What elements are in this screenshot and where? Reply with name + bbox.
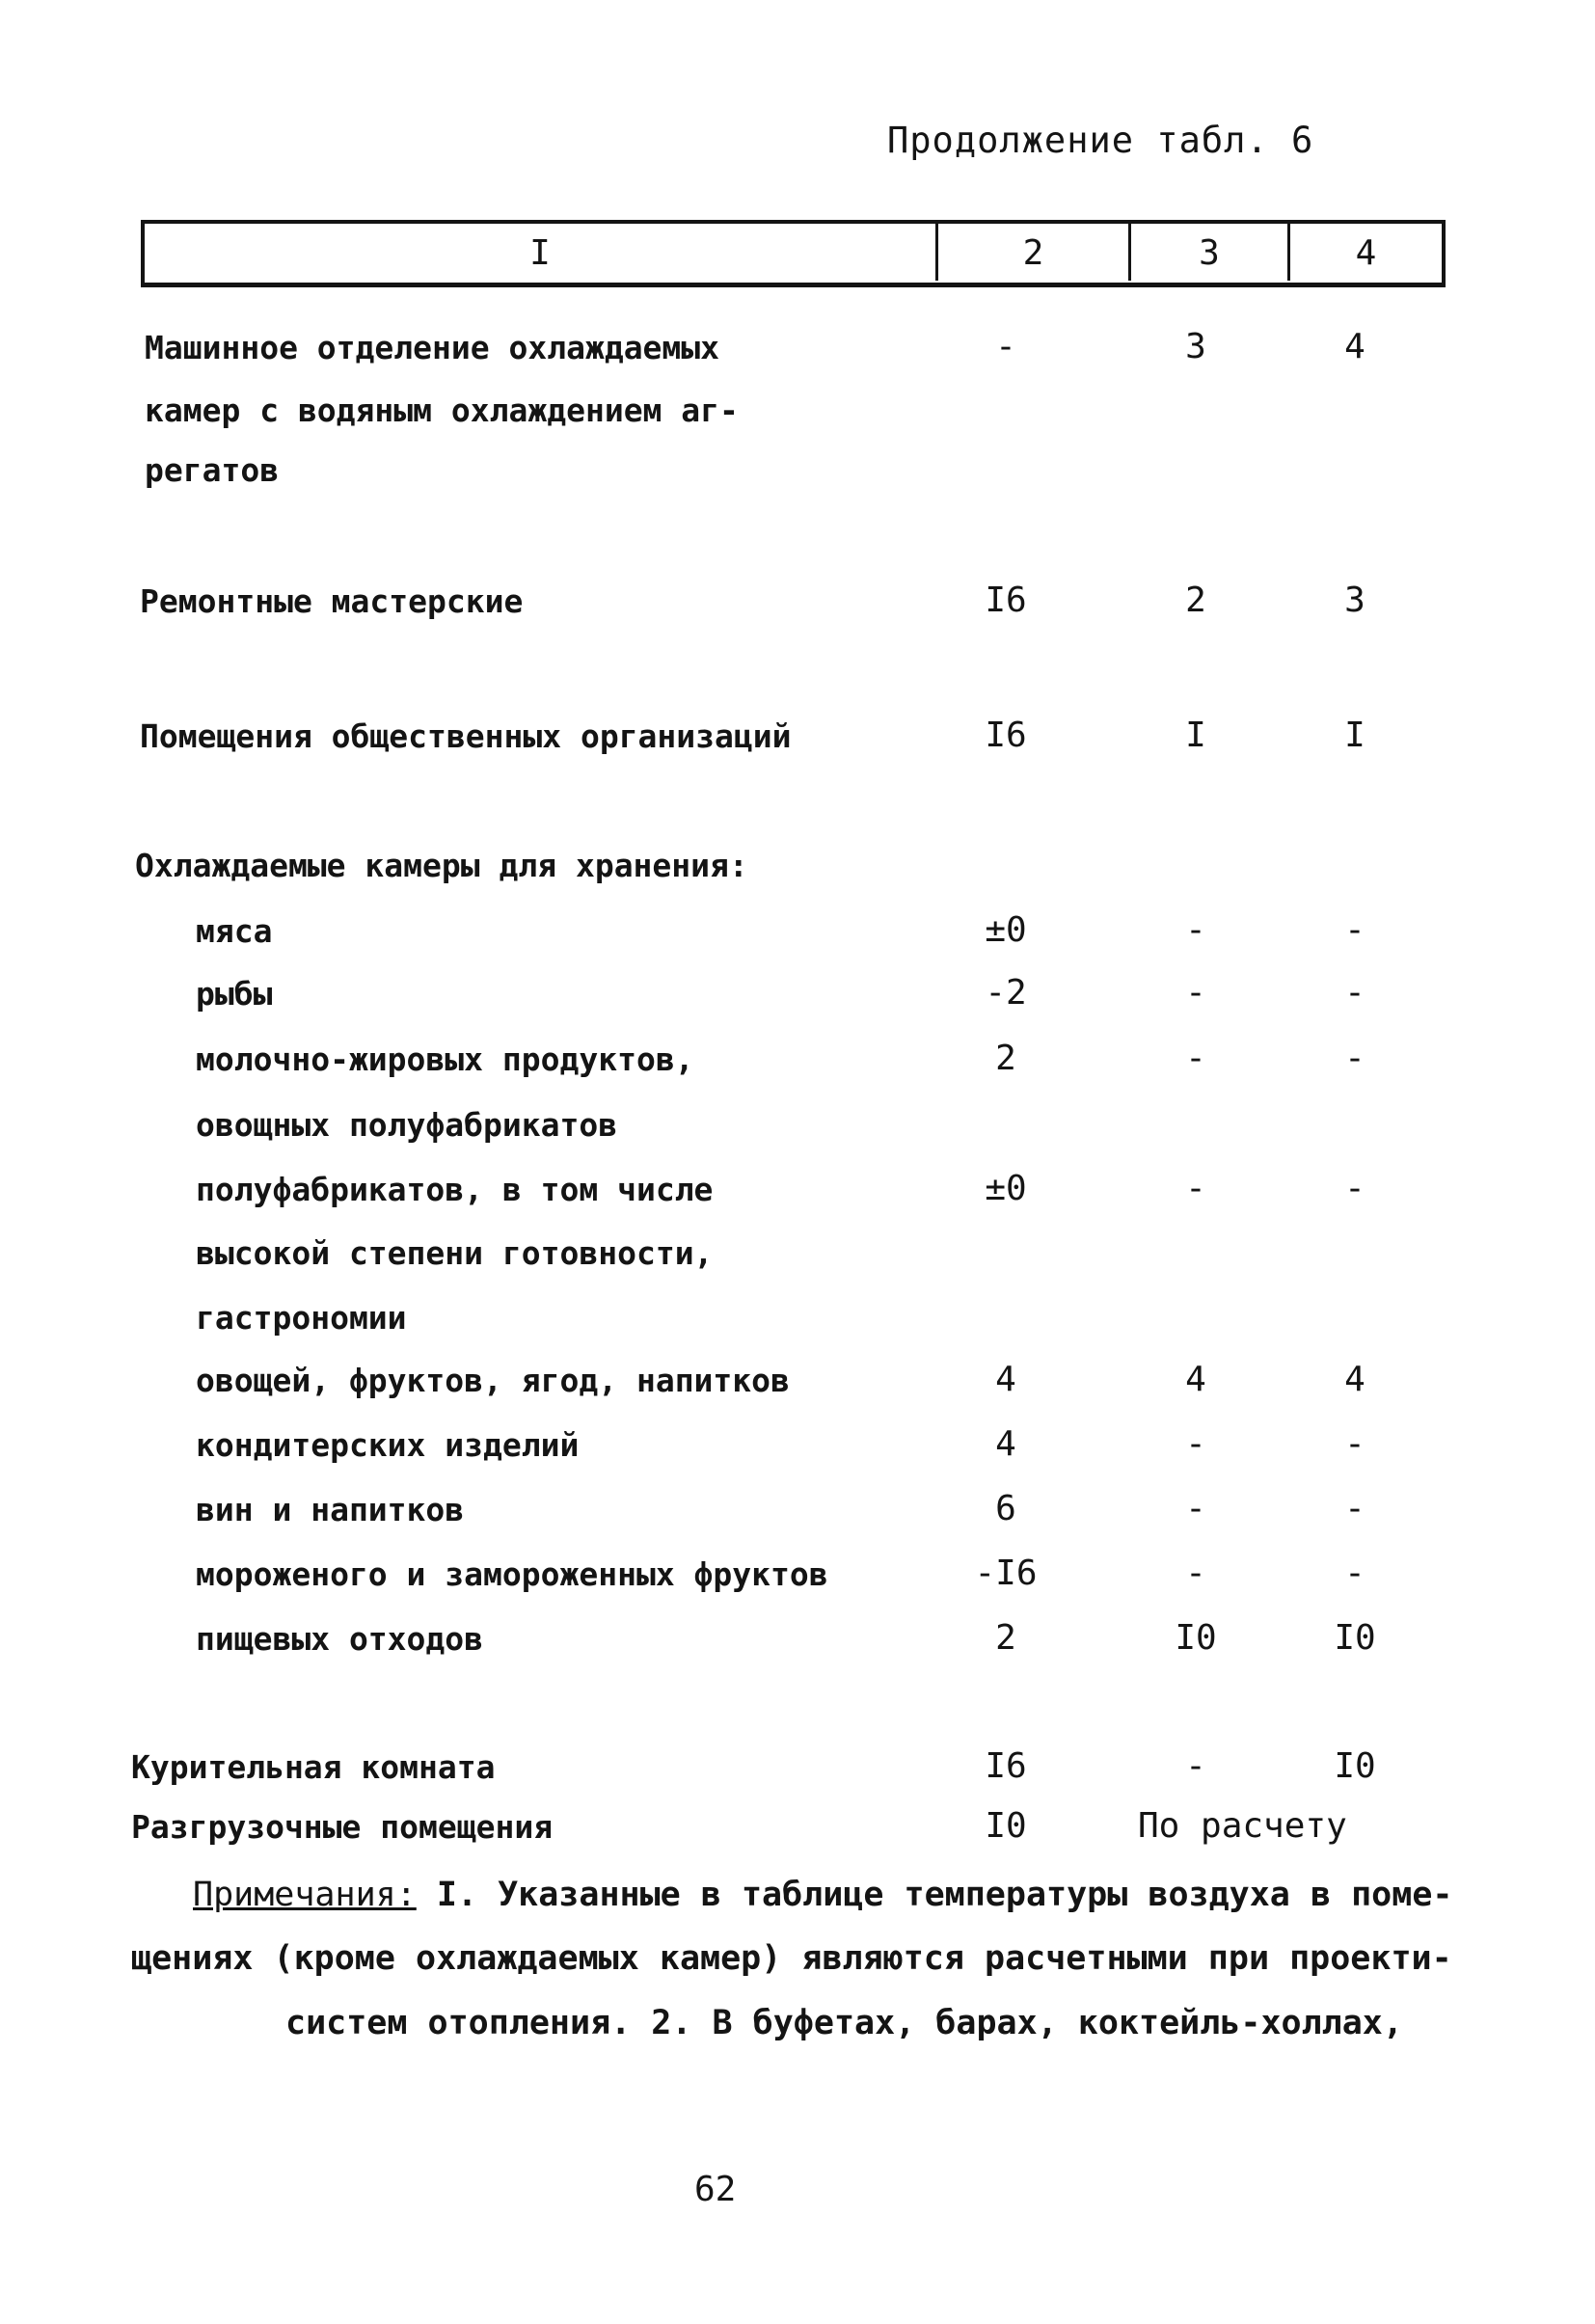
row-label: гастрономии <box>196 1299 407 1337</box>
cell-col-3: 4 <box>1185 1360 1206 1399</box>
row-label: полуфабрикатов, в том числе <box>196 1171 714 1208</box>
table-row <box>0 1614 1595 1662</box>
table-row <box>0 446 1595 494</box>
cell-col-2: I6 <box>985 716 1027 755</box>
cell-col-3: - <box>1185 1489 1206 1528</box>
cell-col-3: I <box>1185 716 1206 755</box>
row-label: Ремонтные мастерские <box>140 582 524 620</box>
cell-col-2: I0 <box>985 1806 1027 1846</box>
row-label: Курительная комната <box>131 1748 496 1786</box>
cell-col-2: 2 <box>995 1618 1016 1658</box>
cell-col-4: 4 <box>1344 1360 1365 1399</box>
table-row <box>0 1165 1595 1213</box>
row-label: пищевых отходов <box>196 1620 484 1658</box>
cell-col-4: I0 <box>1334 1746 1376 1786</box>
cell-col-3: - <box>1185 1424 1206 1464</box>
cell-col-4: - <box>1344 1554 1365 1593</box>
cell-col-4: 3 <box>1344 581 1365 620</box>
cell-col-4: 4 <box>1344 327 1365 366</box>
cell-col-4: - <box>1344 973 1365 1013</box>
notes-text-1: I. Указанные в таблице температуры воздуха в поме- <box>416 1876 1453 1914</box>
row-label: камер с водяным охлаждением аг- <box>145 392 739 429</box>
cell-col-4: - <box>1344 1489 1365 1528</box>
table-row <box>0 323 1595 371</box>
notes-line-1 <box>193 1876 1452 1914</box>
table-header <box>141 220 1446 287</box>
row-label: рыбы <box>196 975 273 1013</box>
notes-title: Примечания: <box>193 1876 417 1914</box>
row-label: овощей, фруктов, ягод, напитков <box>196 1362 790 1399</box>
cell-col-2: 4 <box>995 1424 1016 1464</box>
header-col-1: I <box>529 233 551 273</box>
row-label: мяса <box>196 912 273 950</box>
page-number: 62 <box>694 2170 737 2209</box>
table-row <box>0 1356 1595 1404</box>
cell-col-2: 6 <box>995 1489 1016 1528</box>
cell-col-4: - <box>1344 1039 1365 1078</box>
cell-col-2: I6 <box>985 1746 1027 1786</box>
table-row <box>0 1802 1595 1851</box>
row-label: высокой степени готовности, <box>196 1234 714 1272</box>
cell-col-3: I0 <box>1175 1618 1217 1658</box>
table-row <box>0 577 1595 625</box>
header-col-2: 2 <box>1022 233 1044 273</box>
cell-col-2: -I6 <box>974 1554 1038 1593</box>
cell-col-2: -2 <box>985 973 1027 1013</box>
cell-col-2: ±0 <box>985 1169 1027 1208</box>
row-label: регатов <box>145 451 280 489</box>
row-label: кондитерских изделий <box>196 1426 580 1464</box>
notes-line-2: щениях (кроме охлаждаемых камер) являются расчетными при проекти- <box>131 1939 1452 1978</box>
cell-col-2: 2 <box>995 1039 1016 1078</box>
table-row <box>0 386 1595 434</box>
table-row <box>0 1743 1595 1791</box>
cell-col-2: 4 <box>995 1360 1016 1399</box>
header-col-3: 3 <box>1199 233 1220 273</box>
cell-col-4: - <box>1344 1169 1365 1208</box>
row-label: Охлаждаемые камеры для хранения: <box>135 847 748 884</box>
table-row <box>0 1485 1595 1533</box>
cell-col-3: - <box>1185 1039 1206 1078</box>
row-label: Разгрузочные помещения <box>131 1808 554 1846</box>
table-row <box>0 1229 1595 1277</box>
cell-col-2: ±0 <box>985 910 1027 950</box>
cell-col-3-4-merged: По расчету <box>1138 1806 1347 1846</box>
cell-col-3: 2 <box>1185 581 1206 620</box>
table-row <box>0 841 1595 889</box>
table-row <box>0 712 1595 760</box>
cell-col-3: 3 <box>1185 327 1206 366</box>
row-label: Помещения общественных организаций <box>140 717 792 755</box>
row-label: мороженого и замороженных фруктов <box>196 1555 828 1593</box>
cell-col-3: - <box>1185 1746 1206 1786</box>
table-row <box>0 1420 1595 1469</box>
table-row <box>0 969 1595 1017</box>
row-label: Машинное отделение охлаждаемых <box>145 329 720 366</box>
cell-col-2: I6 <box>985 581 1027 620</box>
cell-col-4: - <box>1344 1424 1365 1464</box>
cell-col-4: I <box>1344 716 1365 755</box>
cell-col-2: - <box>995 327 1016 366</box>
table-row <box>0 1293 1595 1341</box>
header-col-4: 4 <box>1355 233 1377 273</box>
cell-col-3: - <box>1185 973 1206 1013</box>
table-row <box>0 1035 1595 1083</box>
table-row <box>0 906 1595 955</box>
row-label: вин и напитков <box>196 1491 465 1528</box>
cell-col-3: - <box>1185 1169 1206 1208</box>
table-row <box>0 1550 1595 1598</box>
cell-col-4: I0 <box>1334 1618 1376 1658</box>
notes-line-3: систем отопления. 2. В буфетах, барах, коктейль-холлах, <box>285 2004 1403 2042</box>
row-label: молочно-жировых продуктов, <box>196 1040 694 1078</box>
table-continuation-caption: Продолжение табл. 6 <box>887 120 1314 161</box>
cell-col-4: - <box>1344 910 1365 950</box>
cell-col-3: - <box>1185 1554 1206 1593</box>
row-label: овощных полуфабрикатов <box>196 1106 618 1144</box>
table-row <box>0 1100 1595 1148</box>
cell-col-3: - <box>1185 910 1206 950</box>
